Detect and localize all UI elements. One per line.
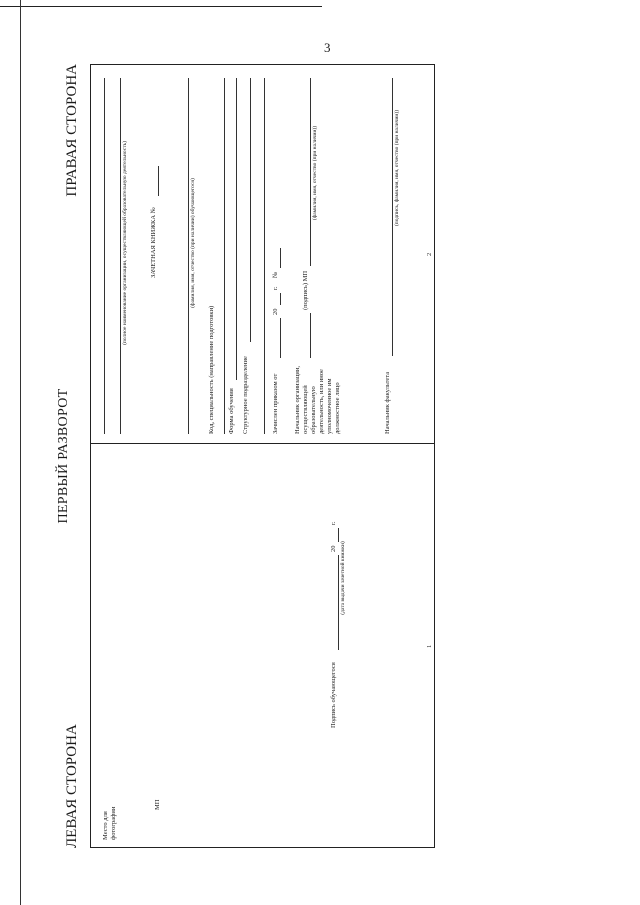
record-book-title: ЗАЧЕТНАЯ КНИЖКА № — [150, 207, 157, 278]
top-rule — [0, 6, 322, 7]
student-signature-label: Подпись обучающегося — [330, 662, 337, 728]
head-org-name-line — [310, 78, 311, 266]
head-org-label: Начальник организации, осуществляющей образовательную деятельность, или иное уполномоченное им должностное лицо — [294, 366, 341, 434]
order-number-line — [280, 248, 281, 268]
study-form-line — [236, 78, 237, 380]
record-book-number-line — [158, 166, 159, 196]
specialty-line — [224, 78, 225, 434]
photo-place-label: Место для фотографии — [102, 806, 117, 840]
left-page-mark: 1 — [426, 644, 433, 648]
enrolled-year-line — [280, 293, 281, 305]
study-form-label: Форма обучения — [228, 388, 235, 434]
dean-caption: (подпись, фамилия, имя, отчество (при наличии)) — [394, 109, 400, 227]
specialty-label: Код, специальность (направление подготовки) — [208, 305, 215, 434]
dean-line — [392, 78, 393, 356]
enrolled-year-prefix: 20 — [272, 308, 279, 315]
issue-year-prefix: 20 — [330, 545, 337, 552]
student-name-caption: (фамилия, имя, отчество (при наличии) обучающегося) — [190, 178, 196, 308]
student-signature-line — [338, 555, 339, 650]
division-line — [250, 78, 251, 342]
record-book-spread — [56, 64, 435, 848]
org-name-line-1 — [104, 78, 105, 434]
dean-label: Начальник факультета — [384, 371, 391, 434]
left-side-title: ЛЕВАЯ СТОРОНА — [64, 724, 80, 848]
student-name-line — [188, 78, 189, 434]
org-name-line-2 — [120, 78, 121, 434]
division-label: Структурное подразделение — [242, 356, 249, 434]
head-org-signature-line — [310, 313, 311, 358]
enrolled-year-suffix: г. — [272, 286, 279, 290]
issue-date-caption: (дата выдачи зачетной книжки) — [340, 541, 346, 615]
order-number-label: № — [272, 271, 279, 278]
issue-year-line — [338, 528, 339, 542]
spread-frame — [90, 64, 435, 848]
head-name-caption: (фамилия, имя, отчество (при наличии)) — [312, 125, 318, 221]
page-number: 3 — [324, 40, 331, 55]
left-margin-rule — [20, 0, 21, 905]
right-side-title: ПРАВАЯ СТОРОНА — [64, 64, 80, 197]
org-name-caption: (полное наименование организации, осуществляющей образовательную деятельность) — [122, 141, 128, 345]
enrolled-date-line — [280, 318, 281, 358]
spread-title: ПЕРВЫЙ РАЗВОРОТ — [56, 388, 71, 524]
spread-fold-line — [90, 443, 435, 444]
left-seal-label: МП — [154, 799, 161, 810]
right-page-mark: 2 — [426, 252, 433, 256]
enrolled-label: Зачислен приказом от — [272, 373, 279, 434]
issue-year-suffix: г. — [330, 521, 337, 525]
head-org-signature-seal: (подпись) МП — [302, 270, 309, 310]
division-line-2 — [264, 78, 265, 434]
